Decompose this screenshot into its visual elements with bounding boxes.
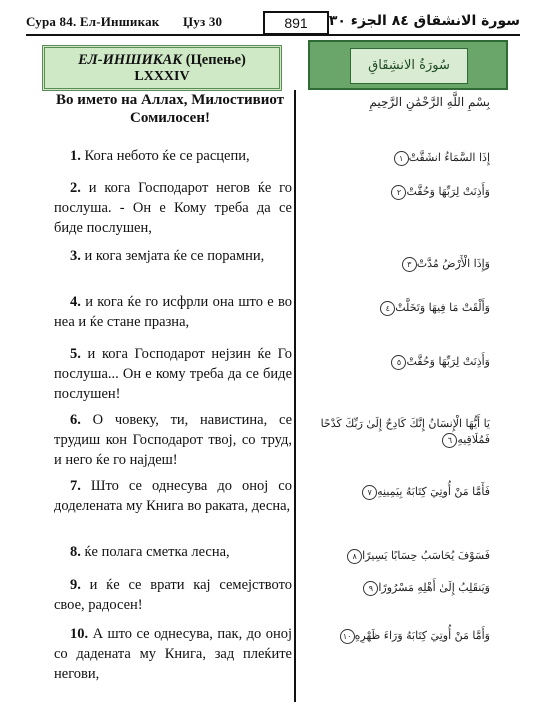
verse-text: и кога земјата ќе се порамни,: [84, 248, 265, 264]
header-left: [26, 14, 222, 30]
arabic-header: سورة الانشقاق ٨٤ الجزء ٣٠: [328, 13, 520, 29]
verse-4: [54, 292, 292, 332]
arabic-text: وَأَذِنَتْ لِرَبِّهَا وَحُقَّتْ: [406, 185, 490, 198]
verse-number: 8.: [70, 544, 81, 560]
verse-text: О човеку, ти, навистина, се трудиш кон Господарот твој, со труд, и него ќе го најдеш!: [54, 412, 292, 468]
verse-marker: ١٠: [340, 629, 355, 644]
verse-number: 4.: [70, 294, 81, 310]
surah-title: ЕЛ-ИНШИКАК: [78, 52, 183, 68]
verse-marker: ٩: [363, 581, 378, 596]
verse-8: [54, 542, 292, 562]
basmala-translation: Во името на Аллах, Милостивиот Сомилосен!: [55, 92, 285, 126]
verse-4-arabic: [320, 300, 490, 316]
juz-label: Џуз 30: [182, 14, 223, 29]
verse-1-arabic: [320, 150, 490, 166]
verse-number: 5.: [70, 346, 81, 362]
verse-10-arabic: [320, 628, 490, 644]
verse-text: и кога ќе го исфрли она што е во неа и ќе стане празна,: [54, 294, 293, 330]
verse-text: А што се однесува, пак, до оној со дадената му Книга, зад плеќите негови,: [54, 626, 292, 682]
verse-9-arabic: [320, 580, 490, 596]
surah-numeral: LXXXIV: [134, 69, 190, 84]
column-divider: [294, 90, 296, 702]
verse-10: [54, 624, 292, 684]
arabic-ornament-banner: [308, 40, 508, 90]
verse-text: ќе полага сметка лесна,: [84, 544, 230, 560]
verse-number: 2.: [70, 180, 81, 196]
surah-subtitle: (Цепење): [185, 52, 246, 68]
verse-marker: ٨: [347, 549, 362, 564]
verse-marker: ١: [394, 151, 409, 166]
verse-text: и кога Господарот нејзин ќе Го послуша... Он е кому треба да се биде послушен!: [54, 346, 293, 402]
arabic-text: إِذَا السَّمَاءُ انشَقَّتْ: [408, 151, 490, 164]
verse-number: 3.: [70, 248, 81, 264]
verse-number: 1.: [70, 148, 81, 164]
verse-marker: ٢: [391, 185, 406, 200]
surah-title-box: [42, 45, 282, 91]
header-rule: [26, 34, 520, 36]
verse-marker: ٦: [442, 433, 457, 448]
verse-5-arabic: [320, 354, 490, 370]
verse-number: 6.: [70, 412, 81, 428]
verse-3-arabic: [320, 256, 490, 272]
verse-6-arabic: [320, 416, 490, 448]
verse-text: Што се однесува до оној со доделената му Книга во раката, десна,: [54, 478, 292, 514]
verse-9: [54, 575, 292, 615]
arabic-text: وَإِذَا الْأَرْضُ مُدَّتْ: [416, 257, 490, 270]
verse-marker: ٧: [362, 485, 377, 500]
verse-5: [54, 344, 292, 404]
arabic-text: يَا أَيُّهَا الْإِنسَانُ إِنَّكَ كَادِحٌ إِلَىٰ رَبِّكَ كَدْحًا فَمُلَاقِيهِ: [320, 417, 490, 446]
arabic-text: وَأَذِنَتْ لِرَبِّهَا وَحُقَّتْ: [406, 355, 490, 368]
verse-8-arabic: [320, 548, 490, 564]
verse-number: 7.: [70, 478, 81, 494]
verse-marker: ٣: [402, 257, 417, 272]
verse-3: [54, 246, 292, 266]
verse-marker: ٤: [380, 301, 395, 316]
verse-2: [54, 178, 292, 238]
ornament-text: سُورَةُ الانشِقَاقِ: [350, 48, 468, 84]
verse-text: и ќе се врати кај семејството свое, радосен!: [54, 577, 293, 613]
verse-text: и кога Господарот негов ќе го послуша. - Он е Кому треба да се биде послушен,: [54, 180, 293, 236]
surah-label: Сура 84. Ел-Иншикак: [26, 14, 160, 29]
basmala-arabic: بِسْمِ اللَّهِ الرَّحْمَٰنِ الرَّحِيمِ: [369, 95, 490, 109]
verse-2-arabic: [320, 184, 490, 200]
verse-marker: ٥: [391, 355, 406, 370]
verse-6: [54, 410, 292, 470]
arabic-text: وَأَمَّا مَنْ أُوتِيَ كِتَابَهُ وَرَاءَ ظَهْرِهِ: [354, 629, 490, 642]
page-number: 891: [263, 11, 329, 35]
arabic-text: وَيَنقَلِبُ إِلَىٰ أَهْلِهِ مَسْرُورًا: [378, 581, 490, 594]
arabic-text: فَسَوْفَ يُحَاسَبُ حِسَابًا يَسِيرًا: [362, 549, 490, 562]
verse-1: [54, 146, 292, 166]
verse-number: 10.: [70, 626, 89, 642]
verse-7-arabic: [320, 484, 490, 500]
verse-7: [54, 476, 292, 516]
arabic-text: فَأَمَّا مَنْ أُوتِيَ كِتَابَهُ بِيَمِينِهِ: [377, 485, 490, 498]
verse-text: Кога небото ќе се расцепи,: [84, 148, 250, 164]
arabic-text: وَأَلْقَتْ مَا فِيهَا وَتَخَلَّتْ: [395, 301, 490, 314]
page-header: [26, 8, 520, 38]
verse-number: 9.: [70, 577, 81, 593]
